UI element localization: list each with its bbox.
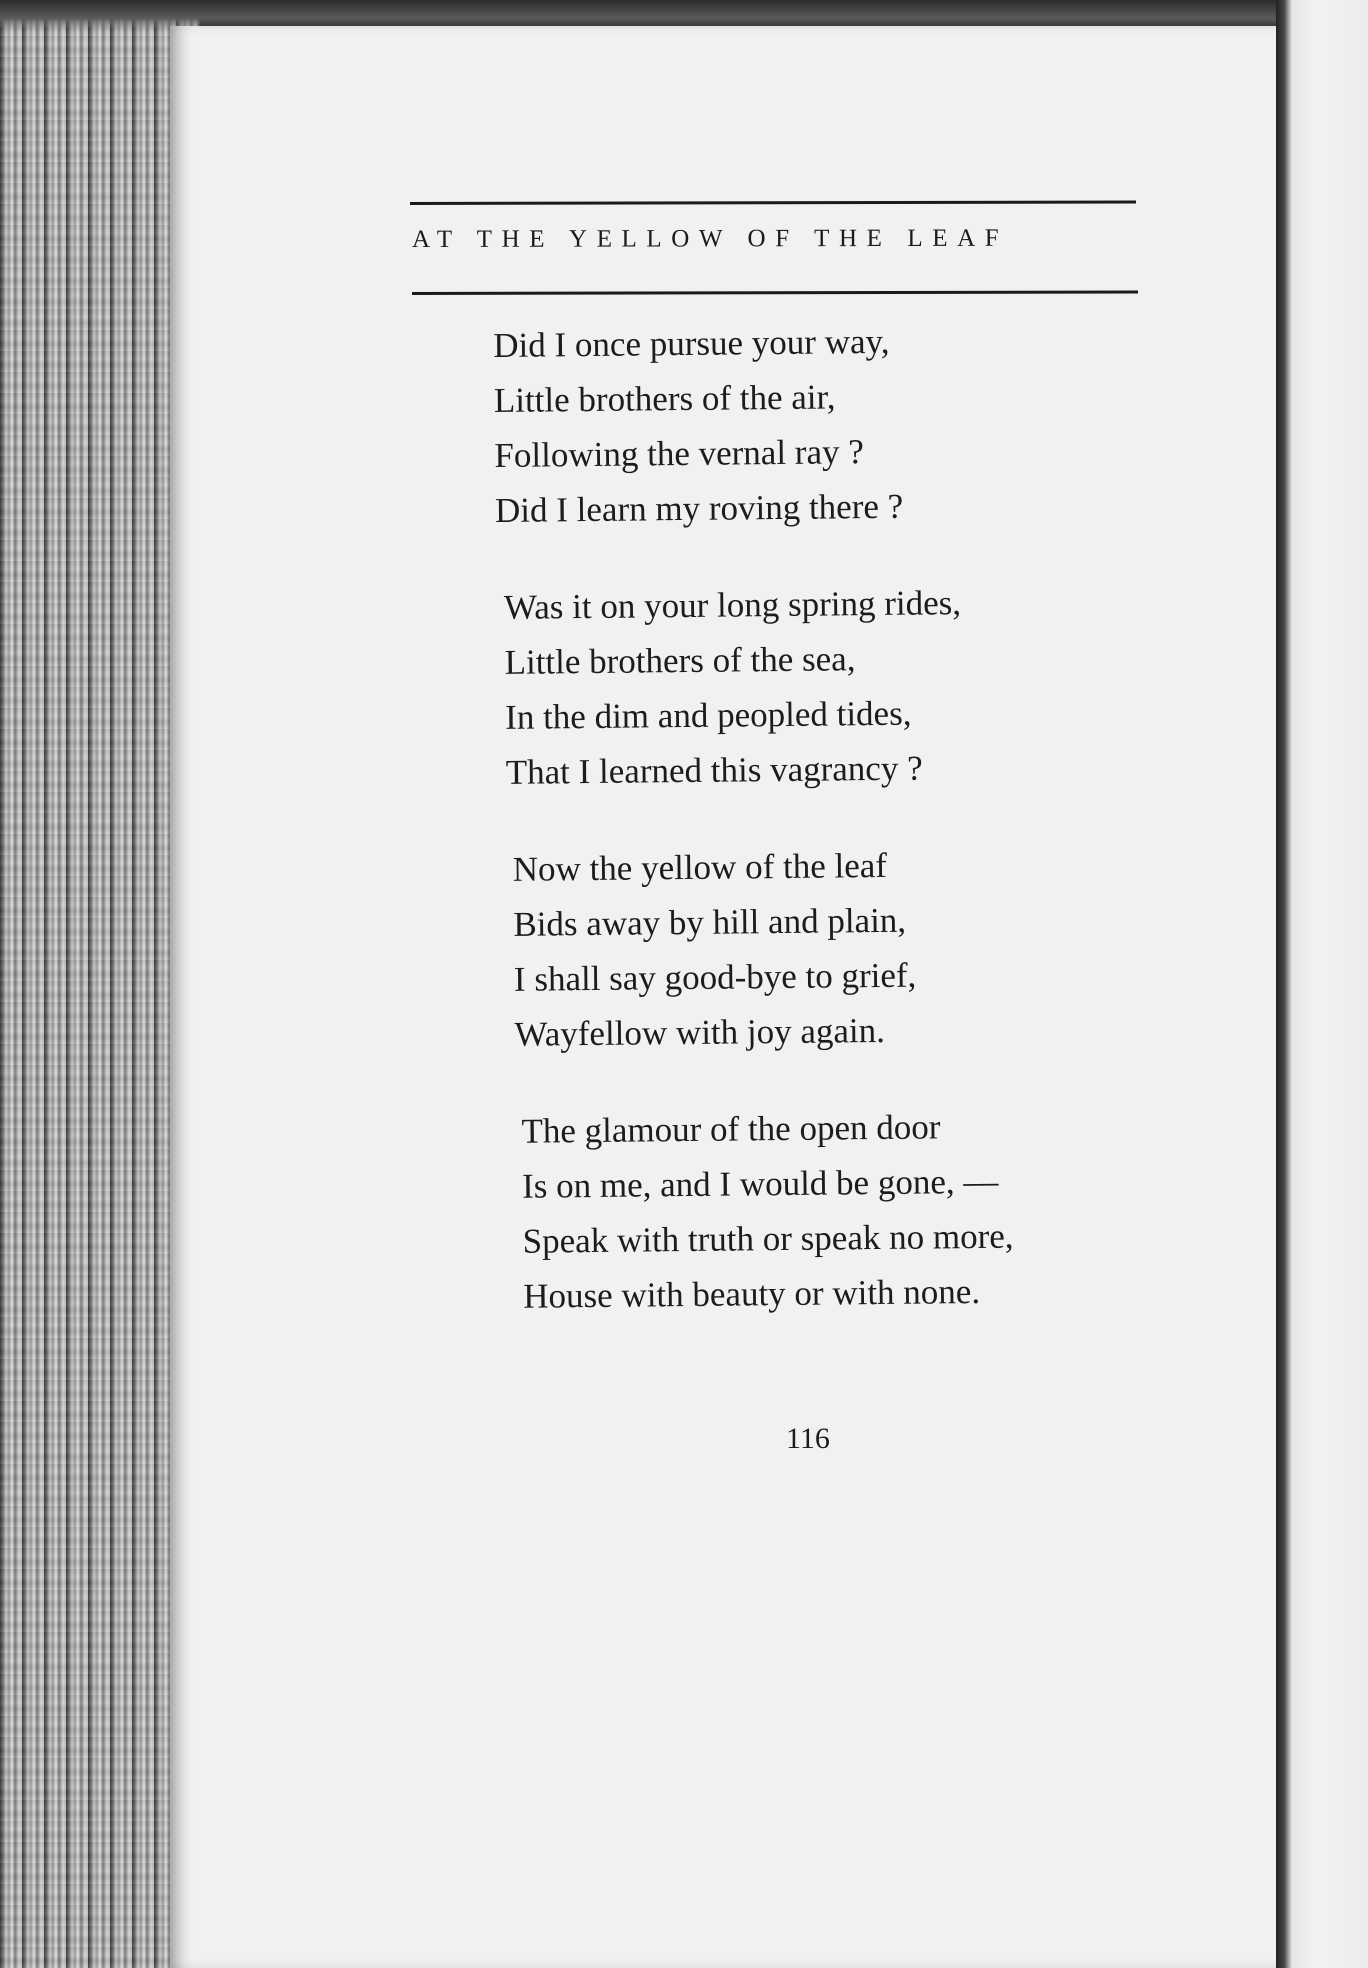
poem-line: I shall say good-bye to grief, <box>513 955 917 999</box>
running-head: AT THE YELLOW OF THE LEAF <box>411 224 1009 253</box>
poem-line: Following the vernal ray ? <box>494 432 864 475</box>
poem-line: That I learned this vagrancy ? <box>505 748 923 792</box>
poem-line: Did I learn my roving there ? <box>494 486 904 530</box>
stanza <box>521 1099 1014 1324</box>
poem-line: In the dim and peopled tides, <box>504 693 912 737</box>
poem-line: Speak with truth or speak no more, <box>522 1216 1014 1261</box>
facing-page-edge <box>1276 0 1368 1968</box>
poem-line: Wayfellow with joy again. <box>514 1010 886 1054</box>
poem <box>493 313 1015 1366</box>
poem-line: The glamour of the open door <box>521 1107 941 1151</box>
poem-line: Was it on your long spring rides, <box>503 583 962 627</box>
stanza <box>512 837 1011 1062</box>
stanza <box>493 313 1006 538</box>
page-number: 116 <box>786 1422 830 1455</box>
poem-line: Did I once pursue your way, <box>493 321 890 365</box>
stanza <box>504 575 1009 800</box>
poem-line: Bids away by hill and plain, <box>513 900 907 944</box>
poem-line: Little brothers of the air, <box>493 377 836 420</box>
poem-line: Is on me, and I would be gone, — <box>521 1161 999 1206</box>
poem-line: Little brothers of the sea, <box>504 639 856 682</box>
poem-line: Now the yellow of the leaf <box>512 845 888 889</box>
poem-line: House with beauty or with none. <box>523 1271 981 1316</box>
